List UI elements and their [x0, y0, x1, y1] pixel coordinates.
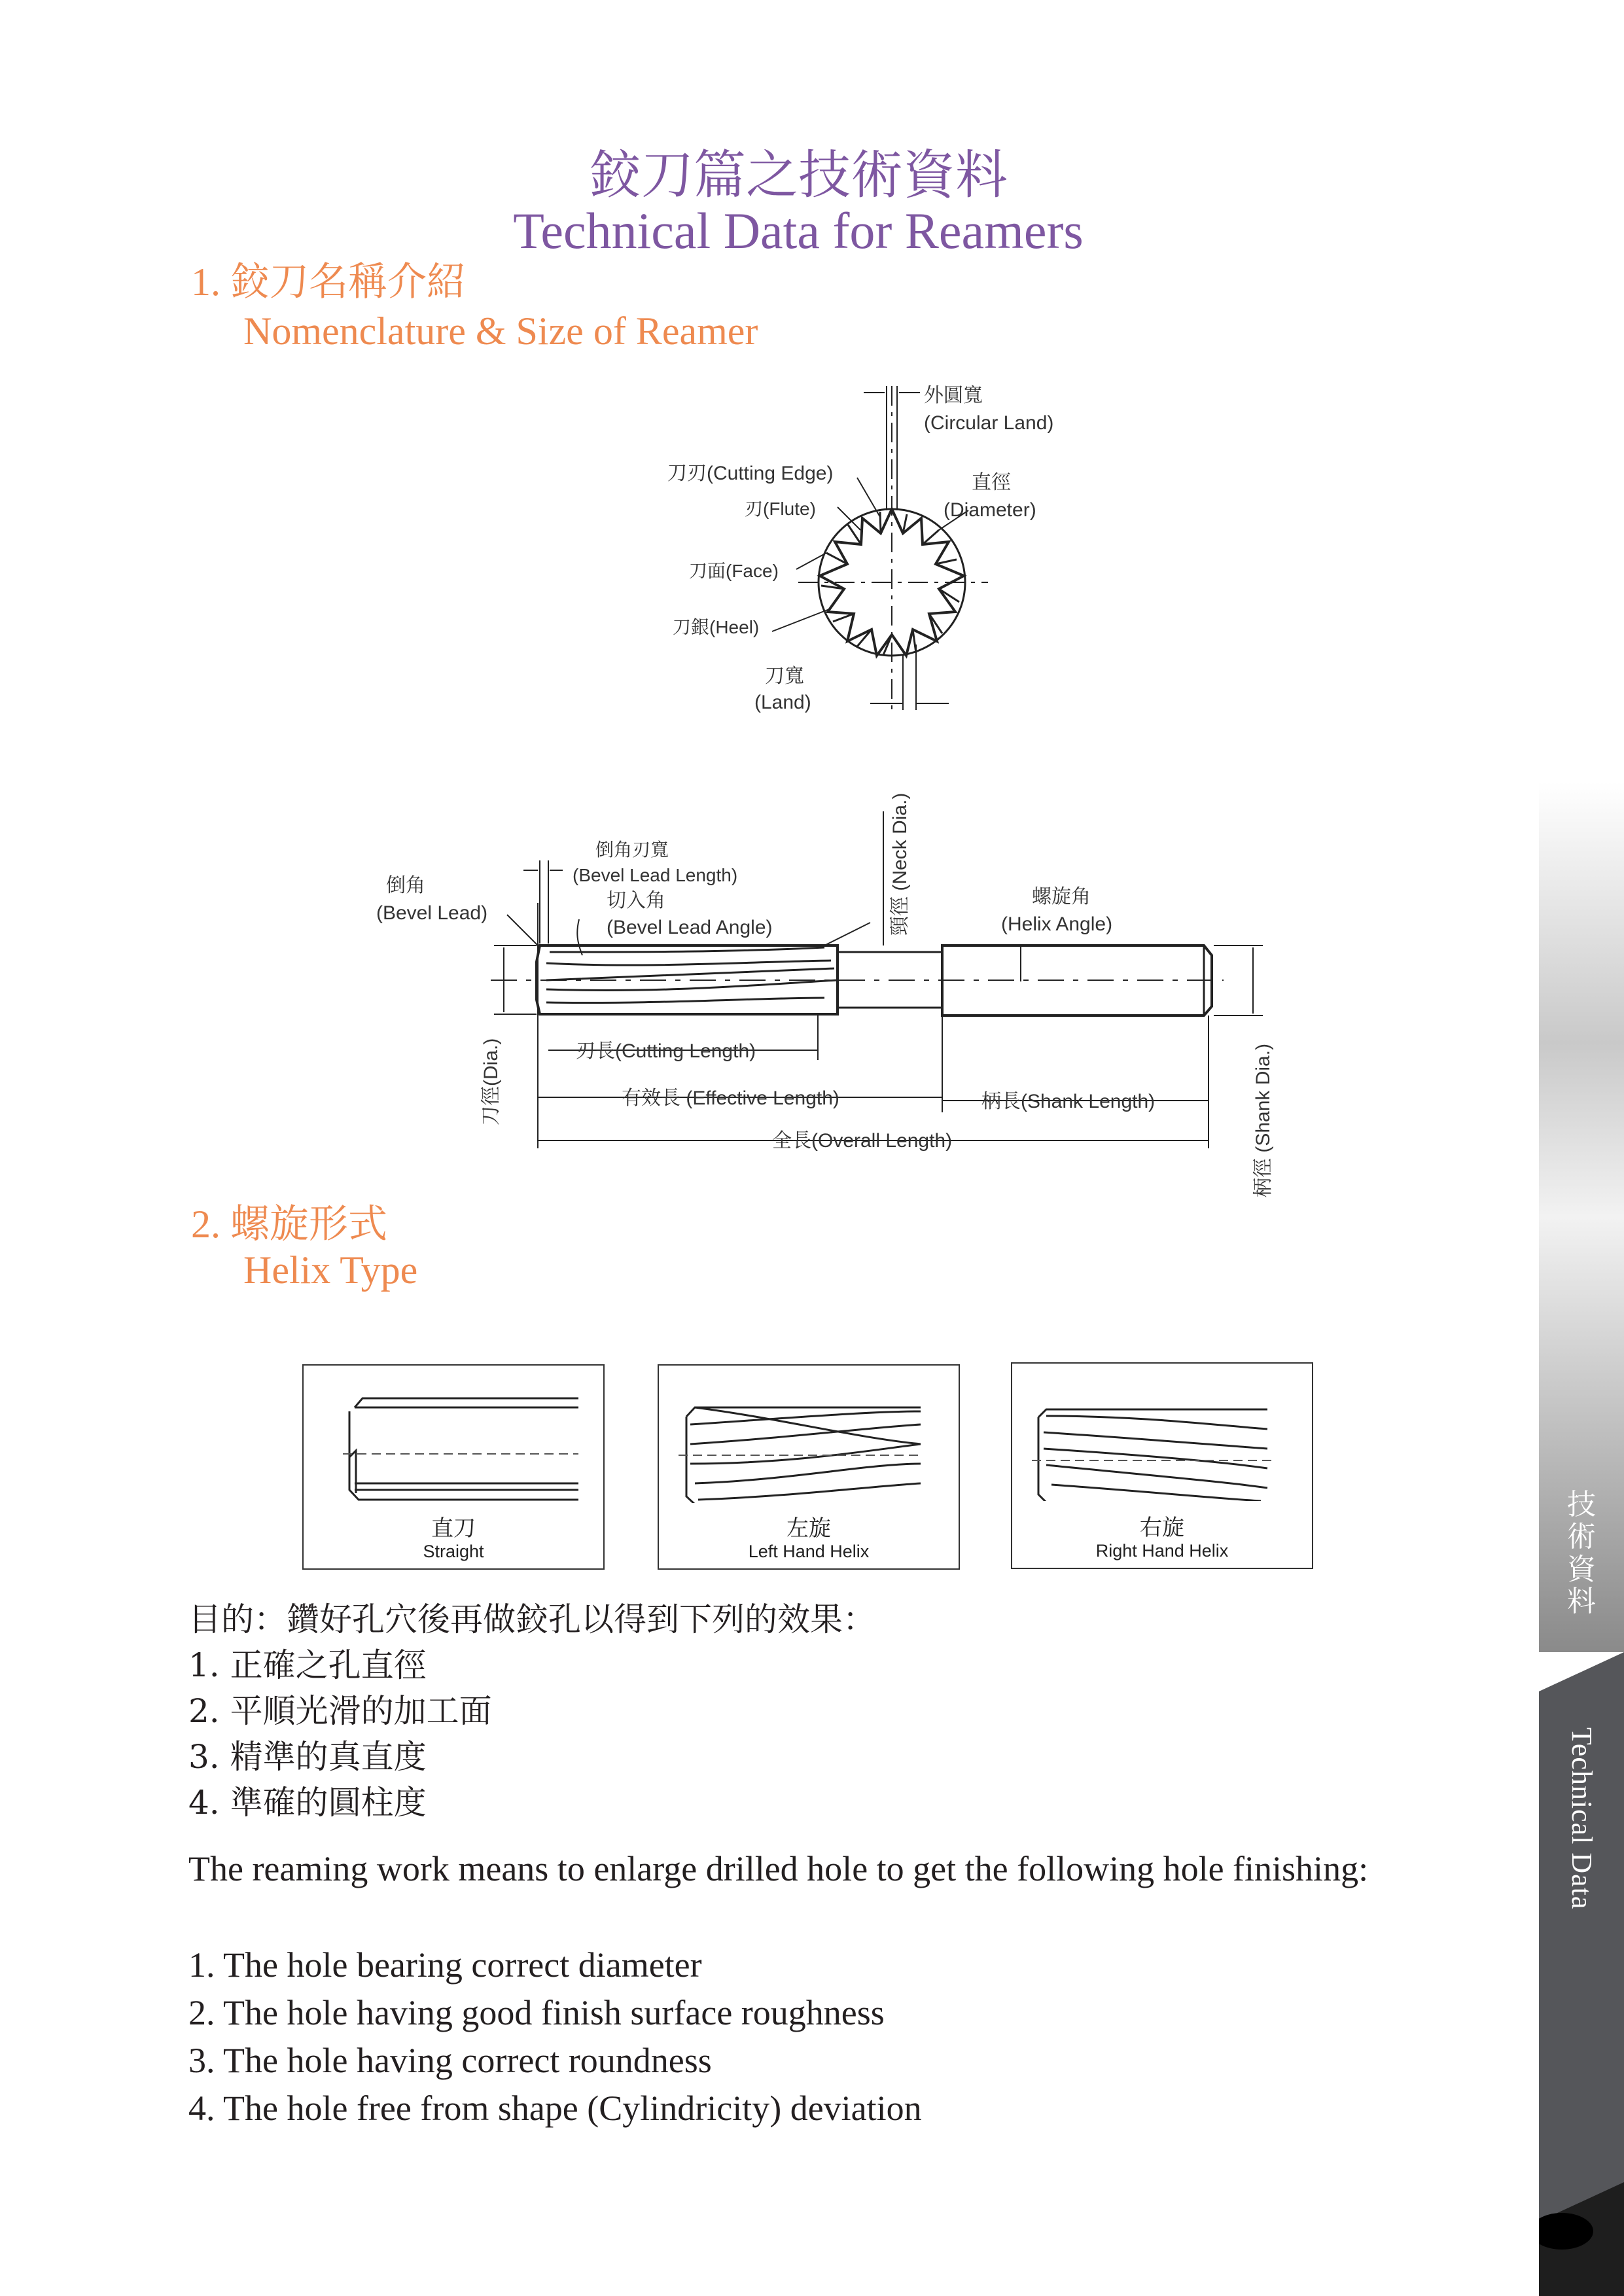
reamer-side-view-diagram — [366, 772, 1309, 1204]
label-circular-land-zh: 外圓寬 — [924, 385, 983, 406]
label-helix-angle-zh: 螺旋角 — [1032, 886, 1091, 908]
helix-right-en: Right Hand Helix — [1095, 1541, 1229, 1561]
label-cutting-length: 刃長(Cutting Length) — [576, 1040, 756, 1062]
reamer-cross-section-diagram — [641, 373, 1099, 733]
helix-type-straight — [302, 1364, 605, 1570]
section-1-heading-zh: 1. 鉸刀名稱介紹 — [191, 260, 466, 304]
helix-type-left-hand — [658, 1364, 960, 1570]
label-cutting-edge: 刀刃(Cutting Edge) — [667, 463, 834, 484]
purpose-en-intro: The reaming work means to enlarge drilled hole to get the following hole finishing: — [188, 1849, 1369, 1888]
label-effective-length: 有效長 (Effective Length) — [622, 1087, 839, 1109]
straight-reamer-icon — [304, 1366, 603, 1503]
label-circular-land-en: (Circular Land) — [924, 412, 1054, 434]
section-2-heading-zh: 2. 螺旋形式 — [191, 1203, 387, 1246]
label-face: 刀面(Face) — [689, 561, 779, 581]
helix-right-zh: 右旋 — [1140, 1515, 1184, 1541]
page-title-english: Technical Data for Reamers — [513, 202, 1084, 259]
purpose-zh-item-2: 2. 平順光滑的加工面 — [188, 1692, 492, 1730]
helix-left-en: Left Hand Helix — [748, 1542, 870, 1561]
left-helix-reamer-icon — [659, 1366, 959, 1503]
label-land-en: (Land) — [754, 692, 811, 713]
purpose-zh-intro: 目的：鑽好孔穴後再做鉸孔以得到下列的效果： — [188, 1600, 875, 1638]
label-land-zh: 刀寬 — [765, 665, 804, 687]
label-bevel-lead-length-en: (Bevel Lead Length) — [573, 865, 738, 885]
label-flute: 刃(Flute) — [745, 499, 816, 519]
purpose-zh-item-4: 4. 準確的圓柱度 — [188, 1784, 427, 1822]
label-diameter-zh: 直徑 — [972, 472, 1011, 493]
label-bevel-lead-angle-zh: 切入角 — [607, 890, 665, 911]
side-tab-label-en: Technical Data — [1566, 1727, 1598, 1910]
purpose-zh-item-1: 1. 正確之孔直徑 — [188, 1646, 427, 1684]
section-2-heading-en: Helix Type — [243, 1248, 418, 1292]
label-shank-dia: 柄徑 (Shank Dia.) — [1252, 1043, 1274, 1197]
helix-straight-en: Straight — [423, 1542, 484, 1561]
label-diameter-en: (Diameter) — [944, 499, 1036, 521]
purpose-en-item-2: 2. The hole having good finish surface roughness — [188, 1993, 885, 2032]
label-shank-length: 柄長(Shank Length) — [981, 1091, 1156, 1112]
label-heel: 刀銀(Heel) — [673, 617, 760, 637]
section-1-heading-en: Nomenclature & Size of Reamer — [243, 309, 758, 353]
label-helix-angle-en: (Helix Angle) — [1001, 913, 1113, 935]
right-helix-reamer-icon — [1012, 1364, 1312, 1501]
helix-straight-zh: 直刀 — [431, 1515, 476, 1542]
purpose-zh-item-3: 3. 精準的真直度 — [188, 1738, 427, 1776]
label-bevel-lead-angle-en: (Bevel Lead Angle) — [607, 917, 773, 938]
helix-type-right-hand — [1011, 1362, 1313, 1569]
purpose-en-item-4: 4. The hole free from shape (Cylindricity) deviation — [188, 2089, 922, 2128]
page-title-chinese: 鉸刀篇之技術資料 — [589, 147, 1008, 205]
label-bevel-lead-zh: 倒角 — [386, 875, 425, 896]
label-bevel-lead-en: (Bevel Lead) — [376, 902, 488, 924]
label-dia: 刀徑(Dia.) — [480, 1038, 502, 1125]
label-neck-dia: 頸徑 (Neck Dia.) — [889, 792, 911, 936]
purpose-en-item-3: 3. The hole having correct roundness — [188, 2041, 712, 2080]
side-tab-label-zh: 技 術 資 料 — [1567, 1488, 1596, 1618]
label-overall-length: 全長(Overall Length) — [772, 1130, 953, 1152]
helix-left-zh: 左旋 — [786, 1515, 831, 1542]
purpose-en-item-1: 1. The hole bearing correct diameter — [188, 1945, 702, 1985]
label-bevel-lead-length-zh: 倒角刃寬 — [595, 839, 669, 860]
